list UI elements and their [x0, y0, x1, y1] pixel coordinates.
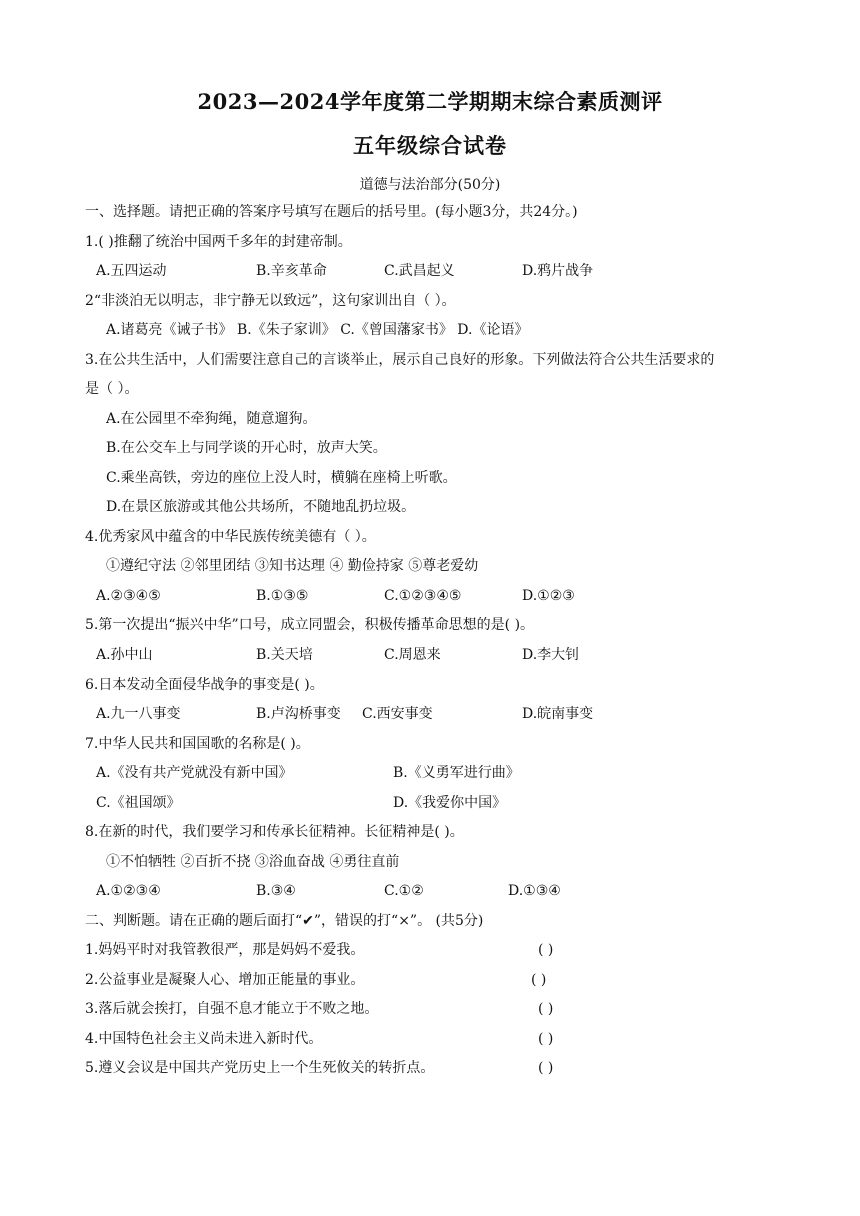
question-7-option-d: D.《我爱你中国》: [393, 795, 507, 811]
question-6-option-a: A.九一八事变: [96, 706, 181, 722]
question-4-stem: 4.优秀家风中蕴含的中华民族传统美德有（ ）。: [85, 529, 376, 545]
question-8-option-d: D.①③④: [508, 883, 561, 899]
judgement-answer-blank-5[interactable]: ( ): [538, 1060, 554, 1076]
question-3-option-c: C.乘坐高铁，旁边的座位上没人时，横躺在座椅上听歌。: [106, 470, 457, 486]
part1-heading: 一、选择题。请把正确的答案序号填写在题后的括号里。(每小题3分，共24分。): [85, 204, 578, 220]
question-7-option-a: A.《没有共产党就没有新中国》: [96, 765, 293, 781]
question-6-option-d: D.皖南事变: [522, 706, 594, 722]
judgement-answer-blank-2[interactable]: ( ): [531, 972, 547, 988]
question-8-option-c: C.①②: [384, 883, 424, 899]
question-8-option-a: A.①②③④: [96, 883, 161, 899]
judgement-answer-blank-1[interactable]: ( ): [538, 942, 554, 958]
question-8-option-b: B.③④: [256, 883, 296, 899]
judgement-item-4: 4.中国特色社会主义尚未进入新时代。: [85, 1031, 323, 1047]
question-3-option-b: B.在公交车上与同学谈的开心时，放声大笑。: [106, 440, 387, 456]
question-7-stem: 7.中华人民共和国国歌的名称是( )。: [85, 736, 310, 752]
question-4-option-c: C.①②③④⑤: [384, 588, 462, 604]
section-label: 道德与法治部分(50分): [359, 177, 501, 193]
question-3-option-a: A.在公园里不牵狗绳，随意遛狗。: [106, 411, 317, 427]
question-5-stem: 5.第一次提出“振兴中华”口号，成立同盟会，积极传播革命思想的是( )。: [85, 617, 535, 633]
question-7-option-b: B.《义勇军进行曲》: [393, 765, 520, 781]
question-6-stem: 6.日本发动全面侵华战争的事变是( )。: [85, 677, 324, 693]
question-7-option-c: C.《祖国颂》: [96, 795, 181, 811]
question-5-option-b: B.关天培: [256, 647, 313, 663]
question-3-stem-line1: 3.在公共生活中，人们需要注意自己的言谈举止，展示自己良好的形象。下列做法符合公共生活要求的: [85, 352, 715, 368]
question-3-option-d: D.在景区旅游或其他公共场所，不随地乱扔垃圾。: [106, 499, 416, 515]
question-6-option-c: C.西安事变: [362, 706, 433, 722]
question-4-option-d: D.①②③: [522, 588, 575, 604]
part2-heading: 二、判断题。请在正确的题后面打“✔”，错误的打“×”。 (共5分): [85, 913, 484, 929]
question-8-items: ①不怕牺牲 ②百折不挠 ③浴血奋战 ④勇往直前: [106, 854, 400, 870]
question-1-option-d: D.鸦片战争: [522, 263, 594, 279]
exam-subtitle: 五年级综合试卷: [353, 133, 507, 158]
question-4-items: ①遵纪守法 ②邻里团结 ③知书达理 ④ 勤俭持家 ⑤尊老爱幼: [106, 558, 479, 574]
judgement-item-2: 2.公益事业是凝聚人心、增加正能量的事业。: [85, 972, 365, 988]
question-8-stem: 8.在新的时代，我们要学习和传承长征精神。长征精神是( )。: [85, 824, 464, 840]
judgement-item-5: 5.遵义会议是中国共产党历史上一个生死攸关的转折点。: [85, 1060, 435, 1076]
judgement-answer-blank-3[interactable]: ( ): [538, 1001, 554, 1017]
judgement-answer-blank-4[interactable]: ( ): [538, 1031, 554, 1047]
question-6-option-b: B.卢沟桥事变: [256, 706, 341, 722]
judgement-item-1: 1.妈妈平时对我管教很严，那是妈妈不爱我。: [85, 942, 365, 958]
question-2-options: A.诸葛亮《诫子书》 B.《朱子家训》 C.《曾国藩家书》 D.《论语》: [106, 322, 529, 338]
question-5-option-c: C.周恩来: [384, 647, 441, 663]
question-4-option-a: A.②③④⑤: [96, 588, 161, 604]
question-5-option-a: A.孙中山: [96, 647, 153, 663]
judgement-item-3: 3.落后就会挨打，自强不息才能立于不败之地。: [85, 1001, 379, 1017]
question-1-option-a: A.五四运动: [96, 263, 167, 279]
question-5-option-d: D.李大钊: [522, 647, 580, 663]
question-1-stem: 1.( )推翻了统治中国两千多年的封建帝制。: [85, 234, 352, 250]
question-1-option-c: C.武昌起义: [384, 263, 455, 279]
question-2-stem: 2“非淡泊无以明志，非宁静无以致远”，这句家训出自（ ）。: [85, 293, 456, 309]
question-3-stem-line2: 是（ ）。: [85, 381, 139, 397]
exam-title: 2023—2024学年度第二学期期末综合素质测评: [197, 89, 663, 114]
question-1-option-b: B.辛亥革命: [256, 263, 327, 279]
question-4-option-b: B.①③⑤: [256, 588, 309, 604]
